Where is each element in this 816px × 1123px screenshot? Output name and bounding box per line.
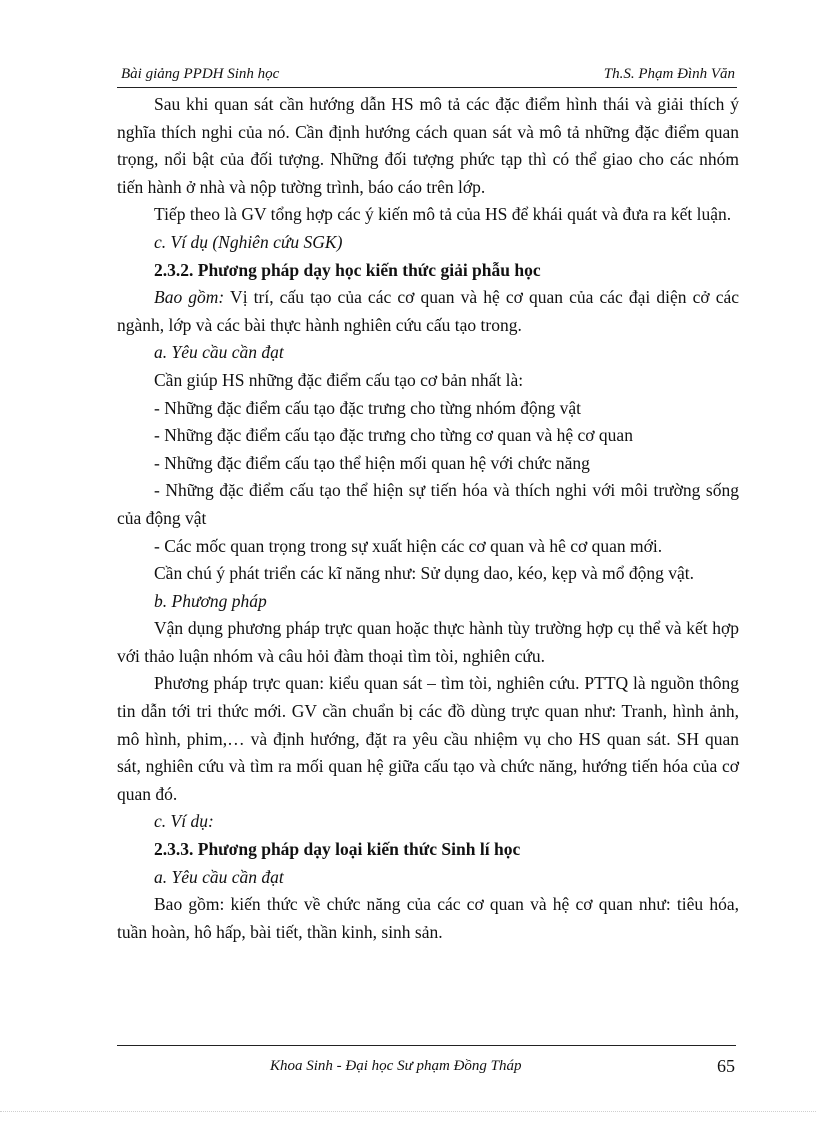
page-bottom-edge (0, 1111, 816, 1112)
paragraph-visual-method: Phương pháp trực quan: kiểu quan sát – tìm tòi, nghiên cứu. PTTQ là nguồn thông tin dẫn tới tri thức mới. GV cần chuẩn bị các đồ dùng trực quan như: Tranh, hình ảnh, mô hình, phim,… và định hướng, đặt ra yêu cầu nhiệm vụ cho HS quan sát. SH quan sát, nghiên cứu và tìm ra mối quan hệ giữa cấu tạo và chức năng, hướng tiến hóa của cơ quan đó. (117, 673, 739, 804)
subheading-requirements-1: a. Yêu cầu cần đạt (154, 342, 284, 363)
header-author: Th.S. Phạm Đình Văn (603, 66, 735, 82)
list-item: - Những đặc điểm cấu tạo đặc trưng cho từng cơ quan và hệ cơ quan (154, 425, 633, 446)
list-item: - Những đặc điểm cấu tạo thể hiện mối quan hệ với chức năng (154, 452, 590, 473)
footer-institution: Khoa Sinh - Đại học Sư phạm Đồng Tháp (270, 1058, 522, 1074)
paragraph-observation: Sau khi quan sát cần hướng dẫn HS mô tả các đặc điểm hình thái và giải thích ý nghĩa thích nghi của nó. Cần định hướng cách quan sát và mô tả những đặc điểm quan trọng, nổi bật của đối tượng. Những đối tượng phức tạp thì có thể giao cho các nhóm tiến hành ở nhà và nộp tường trình, báo cáo trên lớp. (117, 94, 739, 197)
paragraph-help: Cần giúp HS những đặc điểm cấu tạo cơ bản nhất là: (154, 369, 524, 390)
paragraph-scope (117, 284, 739, 339)
page-body (117, 91, 739, 946)
page-header (117, 63, 737, 88)
list-item: - Những đặc điểm cấu tạo thể hiện sự tiến hóa và thích nghi với môi trường sống của động vật (117, 480, 739, 528)
paragraph-skills: Cần chú ý phát triển các kĩ năng như: Sử dụng dao, kéo, kẹp và mổ động vật. (154, 563, 694, 584)
section-heading-2-3-3: 2.3.3. Phương pháp dạy loại kiến thức Sinh lí học (154, 839, 521, 860)
header-course-title: Bài giảng PPDH Sinh học (121, 66, 280, 82)
page-number: 65 (717, 1056, 735, 1076)
scope-label: Bao gồm: (154, 287, 225, 308)
list-item: - Các mốc quan trọng trong sự xuất hiện các cơ quan và hê cơ quan mới. (154, 535, 663, 556)
list-item: - Những đặc điểm cấu tạo đặc trưng cho từng nhóm động vật (154, 397, 581, 418)
subheading-method: b. Phương pháp (154, 590, 267, 611)
subheading-requirements-2: a. Yêu cầu cần đạt (154, 866, 284, 887)
scope-text: Vị trí, cấu tạo của các cơ quan và hệ cơ quan của các đại diện cở các ngành, lớp và các bài thực hành nghiên cứu cấu tạo trong. (117, 287, 739, 335)
section-heading-2-3-2: 2.3.2. Phương pháp dạy học kiến thức giải phẫu học (154, 259, 541, 280)
footer-divider (117, 1045, 736, 1046)
paragraph-include: Bao gồm: kiến thức về chức năng của các cơ quan và hệ cơ quan như: tiêu hóa, tuần hoàn, hô hấp, bài tiết, thần kinh, sinh sản. (117, 894, 739, 942)
subheading-example-2: c. Ví dụ: (154, 811, 214, 832)
subheading-example-1: c. Ví dụ (Nghiên cứu SGK) (154, 231, 343, 252)
paragraph-apply: Vận dụng phương pháp trực quan hoặc thực hành tùy trường hợp cụ thể và kết hợp với thảo luận nhóm và câu hỏi đàm thoại tìm tòi, nghiên cứu. (117, 618, 739, 666)
paragraph-summary: Tiếp theo là GV tổng hợp các ý kiến mô tả của HS để khái quát và đưa ra kết luận. (154, 204, 732, 225)
